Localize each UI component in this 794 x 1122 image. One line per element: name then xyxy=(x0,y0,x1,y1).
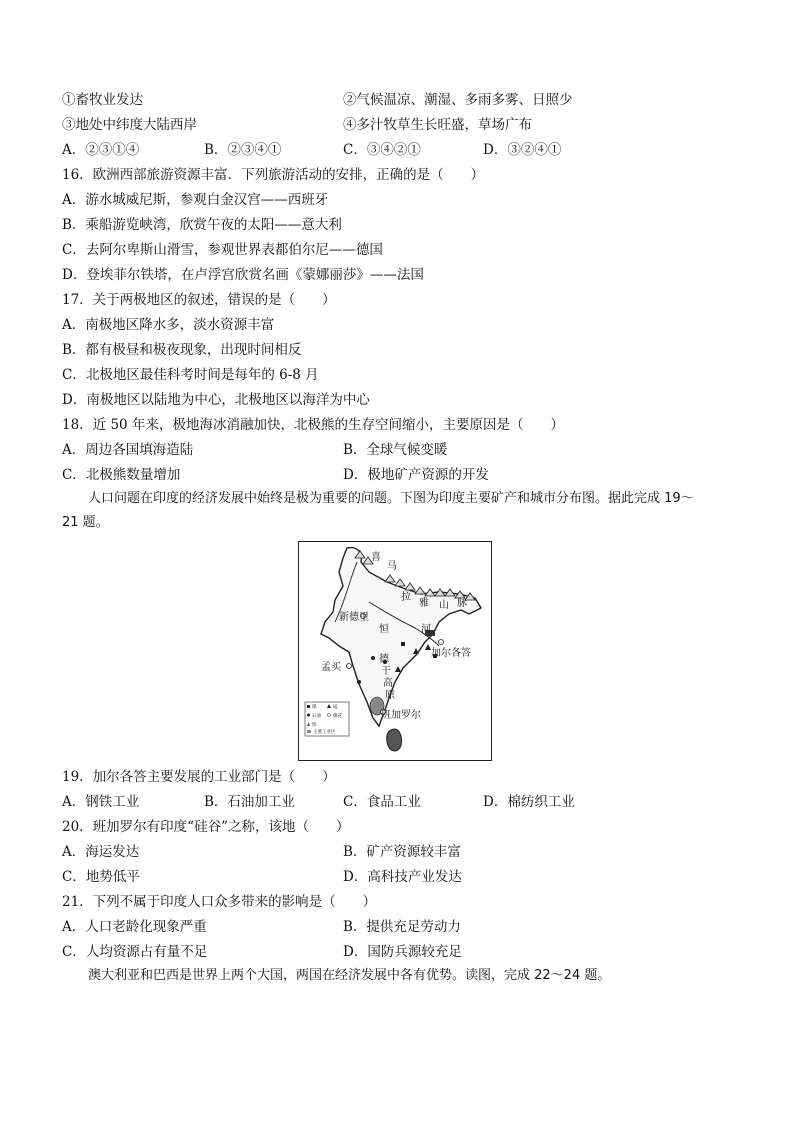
q15-option-b: B．②③④① xyxy=(204,142,282,158)
q21-option-b: B．提供充足劳动力 xyxy=(343,919,461,935)
map-label-ma: 马 xyxy=(387,561,397,572)
q17-option-b: B．都有极昼和极夜现象，出现时间相反 xyxy=(62,342,302,358)
q15-item-4: ④多汁牧草生长旺盛，草场广布 xyxy=(343,117,532,133)
q15-item-3: ③地处中纬度大陆西岸 xyxy=(62,117,197,133)
legend-cotton: 棉花 xyxy=(333,714,342,719)
q19-option-c: C．食品工业 xyxy=(343,794,421,810)
aus-brazil-intro-text: 澳大利亚和巴西是世界上两个大国，两国在经济发展中各有优势。读图，完成 22～24 题。 xyxy=(88,968,611,983)
q16-stem: 16．欧洲西部旅游资源丰富．下列旅游活动的安排，正确的是（ ） xyxy=(62,167,485,183)
q16-option-c: C．去阿尔卑斯山滑雪，参观世界表都伯尔尼——德国 xyxy=(62,242,383,258)
q15-option-d: D．③②④① xyxy=(483,142,562,158)
q15-item-2: ②气候温凉、潮湿、多雨多雾、日照少 xyxy=(343,92,573,108)
map-label-ya: 雅 xyxy=(419,598,429,609)
q16-option-d: D．登埃菲尔铁塔，在卢浮宫欣赏名画《蒙娜丽莎》——法国 xyxy=(62,267,424,283)
q18-option-d: D．极地矿产资源的开发 xyxy=(343,467,489,483)
q17-option-c: C．北极地区最佳科考时间是每年的 6-8 月 xyxy=(62,367,319,383)
india-map-svg xyxy=(299,542,491,760)
india-landmass xyxy=(321,548,481,726)
q20-option-b: B．矿产资源较丰富 xyxy=(343,844,461,860)
aus-brazil-intro xyxy=(62,964,742,988)
q19-stem: 19．加尔各答主要发展的工业部门是（ ） xyxy=(62,769,336,785)
q18-option-c: C．北极熊数量增加 xyxy=(62,467,181,483)
map-label-he: 河 xyxy=(421,624,431,635)
q15-option-a: A．②③①④ xyxy=(62,142,140,158)
map-label-de: 德 xyxy=(379,654,389,665)
q18-stem: 18．近 50 年来，极地海冰消融加快，北极熊的生存空间缩小，主要原因是（ ） xyxy=(62,417,564,433)
india-intro xyxy=(62,487,742,535)
legend-industry: 主要工业区 xyxy=(313,730,336,735)
india-intro-line1: 人口问题在印度的经济发展中始终是极为重要的问题。下图为印度主要矿产和城市分布图。据此完成 19～ xyxy=(88,491,694,506)
sri-lanka-island xyxy=(387,729,402,751)
q21-option-d: D．国防兵源较充足 xyxy=(343,944,462,960)
q17-stem: 17．关于两极地区的叙述，错误的是（ ） xyxy=(62,292,336,308)
q20-option-d: D．高科技产业发达 xyxy=(343,869,462,885)
map-label-jiaerge: 加尔各答 xyxy=(431,648,471,659)
legend-oil: 石油 xyxy=(312,714,321,719)
legend-iron: 铁 xyxy=(312,723,317,728)
q16-option-a: A．游水城威尼斯，参观白金汉宫——西班牙 xyxy=(62,192,329,208)
map-label-shan: 山 xyxy=(439,600,449,611)
q20-option-a: A．海运发达 xyxy=(62,844,140,860)
q21-stem: 21．下列不属于印度人口众多带来的影响是（ ） xyxy=(62,894,377,910)
q19-option-d: D．棉纺织工业 xyxy=(483,794,575,810)
map-label-la: 拉 xyxy=(401,592,411,603)
map-label-xi: 喜 xyxy=(371,552,381,563)
map-label-xindeli: 新德里 xyxy=(339,612,369,623)
q15-item-1: ①畜牧业发达 xyxy=(62,92,143,108)
map-legend xyxy=(305,702,349,736)
map-label-gao: 高 xyxy=(383,678,393,689)
legend-manganese: 锰 xyxy=(333,705,338,710)
map-label-banjialuoer: 班加罗尔 xyxy=(381,710,421,721)
q20-option-c: C．地势低平 xyxy=(62,869,140,885)
q18-option-a: A．周边各国填海造陆 xyxy=(62,442,194,458)
q19-option-a: A．钢铁工业 xyxy=(62,794,140,810)
q17-option-a: A．南极地区降水多，淡水资源丰富 xyxy=(62,317,275,333)
map-label-yuan: 原 xyxy=(385,690,395,701)
q16-option-b: B．乘船游览峡湾，欣赏午夜的太阳——意大利 xyxy=(62,217,342,233)
map-label-gan: 干 xyxy=(381,666,391,677)
map-label-mai: 脉 xyxy=(457,598,467,609)
india-intro-line2: 21 题。 xyxy=(62,515,109,530)
q18-option-b: B．全球气候变暖 xyxy=(343,442,448,458)
map-label-mengmai: 孟买 xyxy=(321,662,341,673)
q20-stem: 20．班加罗尔有印度“硅谷”之称，该地（ ） xyxy=(62,819,350,835)
q21-option-a: A．人口老龄化现象严重 xyxy=(62,919,207,935)
q15-option-c: C．③④②① xyxy=(343,142,421,158)
q19-option-b: B．石油加工业 xyxy=(204,794,295,810)
legend-coal: 煤 xyxy=(312,705,317,710)
india-map xyxy=(298,541,492,761)
q21-option-c: C．人均资源占有量不足 xyxy=(62,944,208,960)
map-label-heng: 恒 xyxy=(379,624,389,635)
q17-option-d: D．南极地区以陆地为中心，北极地区以海洋为中心 xyxy=(62,392,370,408)
